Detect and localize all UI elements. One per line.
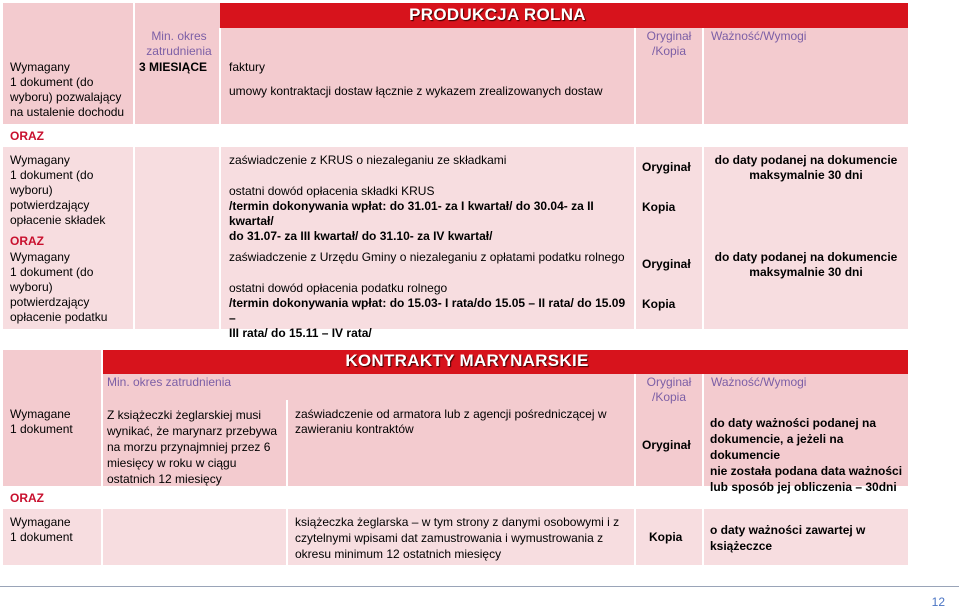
kontrakty-row2-doc: książeczka żeglarska – w tym strony z danymi osobowymi i z czytelnymi wpisami dat zamustrowania i wymustrowania z okresu minimum 12 ostatnich miesięcy	[295, 515, 620, 561]
produkcja-doc-faktury: faktury	[229, 60, 266, 74]
produkcja-min-value: 3 MIESIĄCE	[139, 60, 208, 74]
skladki-doc-krus: zaświadczenie z KRUS o niezaleganiu ze składkami	[229, 153, 507, 167]
kontrakty-title: KONTRAKTY MARYNARSKIE	[345, 351, 589, 370]
podatek-doc-gmina: zaświadczenie z Urzędu Gminy o niezaleganiu z opłatami podatku rolnego	[229, 250, 625, 264]
produkcja-oryg-header: Oryginał /Kopia	[646, 29, 692, 58]
produkcja-doc-umowy: umowy kontraktacji dostaw łącznie z wykazem zrealizowanych dostaw	[229, 84, 603, 98]
produkcja-title: PRODUKCJA ROLNA	[409, 5, 586, 24]
podatek-waznosc: do daty podanej na dokumencie maksymalnie 30 dni	[714, 250, 898, 279]
skladki-oryg-2: Kopia	[642, 200, 676, 214]
produkcja-left-label: Wymagany 1 dokument (do wyboru) pozwalający na ustalenie dochodu	[10, 60, 125, 119]
produkcja-min-okres: Min. okres zatrudnienia	[146, 29, 212, 58]
podatek-doc-dowod: ostatni dowód opłacenia podatku rolnego /termin dokonywania wpłat: do 15.03- I rata/do 15.05 – II rata/ do 15.09 – III rata/ do 15.11 – IV rata/	[229, 281, 626, 340]
oraz-label-3: ORAZ	[10, 491, 44, 505]
footer-divider	[0, 586, 959, 587]
skladki-doc-dowod: ostatni dowód opłacenia składki KRUS /termin dokonywania wpłat: do 31.01- za I kwartał/ do 30.04- za II kwartał/ do 31.07- za III kwartał/ do 31.10- za IV kwartał/	[229, 184, 594, 243]
skladki-left-label: Wymagany 1 dokument (do wyboru) potwierdzający opłacenie składek	[10, 153, 106, 227]
kontrakty-row1-oryg: Oryginał	[642, 438, 691, 452]
kontrakty-min-okres: Min. okres zatrudnienia	[107, 375, 232, 389]
podatek-oryg-1: Oryginał	[642, 257, 691, 271]
kontrakty-waznosc-header: Ważność/Wymogi	[711, 375, 807, 389]
kontrakty-row2-oryg: Kopia	[649, 530, 683, 544]
page-number: 12	[931, 595, 945, 609]
kontrakty-oryg-header: Oryginał /Kopia	[646, 375, 692, 404]
kontrakty-row1-left-label: Wymagane 1 dokument	[10, 407, 73, 436]
podatek-left-label: Wymagany 1 dokument (do wyboru) potwierdzający opłacenie podatku	[10, 250, 108, 324]
produkcja-waznosc-header: Ważność/Wymogi	[711, 29, 807, 43]
skladki-oryg-1: Oryginał	[642, 160, 691, 174]
podatek-oryg-2: Kopia	[642, 297, 676, 311]
skladki-waznosc: do daty podanej na dokumencie maksymalnie 30 dni	[714, 153, 898, 182]
kontrakty-row2-left-label: Wymagane 1 dokument	[10, 515, 73, 544]
kontrakty-row2-waznosc: o daty ważności zawartej w książeczce	[710, 523, 866, 553]
kontrakty-min-desc: Z książeczki żeglarskiej musi wynikać, że marynarz przebywa na morzu przynajmniej przez 6 miesięcy w roku w ciągu ostatnich 12 miesięcy	[107, 408, 278, 486]
oraz-label-2: ORAZ	[10, 234, 44, 248]
oraz-label-1: ORAZ	[10, 129, 44, 143]
kontrakty-row1-doc: zaświadczenie od armatora lub z agencji pośredniczącej w zawieraniu kontraktów	[295, 407, 607, 436]
kontrakty-row1-waznosc: do daty ważności podanej na dokumencie, a jeżeli na dokumencie nie została podana data ważności lub sposób jej obliczenia – 30dni	[710, 416, 903, 494]
